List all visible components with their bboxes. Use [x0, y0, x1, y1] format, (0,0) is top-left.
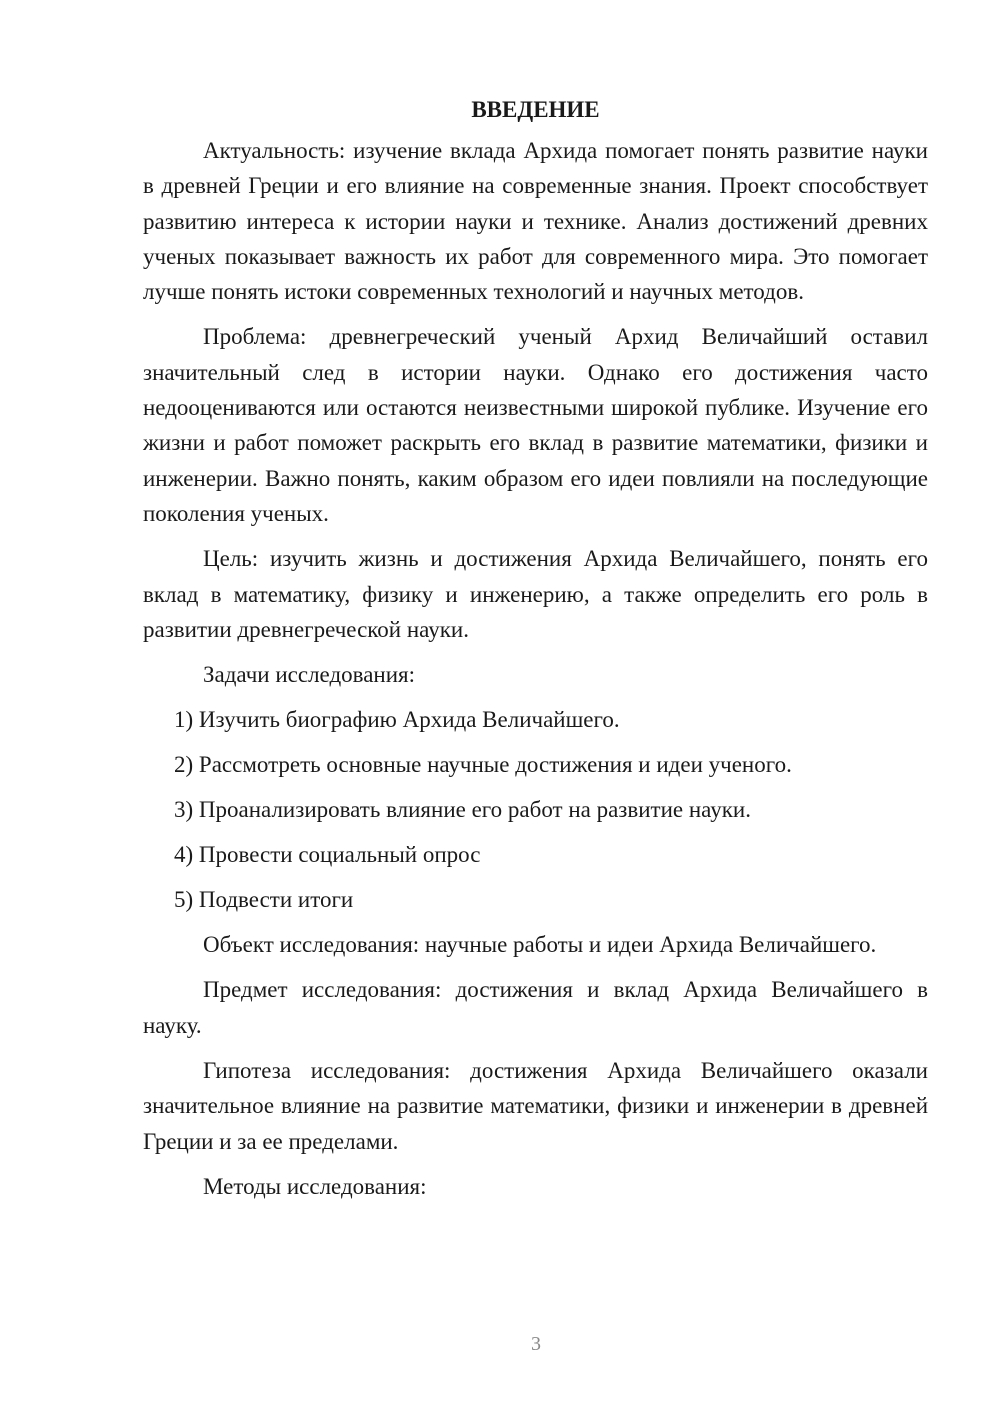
tasks-title: Задачи исследования: [203, 662, 416, 688]
page-number: 3 [531, 1333, 541, 1355]
page-content [143, 92, 928, 1214]
section-heading: ВВЕДЕНИЕ [471, 97, 600, 122]
subject-paragraph: Предмет исследования: достижения и вклад Архида Величайшего в науку. [143, 977, 928, 1038]
list-item: 3) Проанализировать влияние его работ на развитие науки. [174, 797, 751, 823]
object-paragraph: Объект исследования: научные работы и идеи Архида Величайшего. [203, 932, 877, 958]
list-item: 4) Провести социальный опрос [174, 842, 481, 868]
list-item: 2) Рассмотреть основные научные достижения и идеи ученого. [174, 752, 792, 778]
goal-paragraph: Цель: изучить жизнь и достижения Архида Величайшего, понять его вклад в математику, физику и инженерию, а также определить его роль в развитии древнегреческой науки. [143, 546, 928, 642]
tasks-list [143, 702, 928, 917]
relevance-paragraph: Актуальность: изучение вклада Архида помогает понять развитие науки в древней Греции и его влияние на современные знания. Проект способствует развитию интереса к истории науки и технике. Анализ достижений древних ученых показывает важность их работ для современного мира. Это помогает лучше понять истоки современных технологий и научных методов. [143, 138, 928, 305]
problem-paragraph: Проблема: древнегреческий ученый Архид Величайший оставил значительный след в истории науки. Однако его достижения часто недооцениваются или остаются неизвестными широкой публике. Изучение его жизни и работ поможет раскрыть его вклад в развитие математики, физики и инженерии. Важно понять, каким образом его идеи повлияли на последующие поколения ученых. [143, 324, 928, 526]
list-item: 5) Подвести итоги [174, 887, 354, 913]
methods-title: Методы исследования: [203, 1173, 427, 1199]
hypothesis-paragraph: Гипотеза исследования: достижения Архида Величайшего оказали значительное влияние на развитие математики, физики и инженерии в древней Греции и за ее пределами. [143, 1058, 928, 1154]
list-item: 1) Изучить биографию Архида Величайшего. [174, 707, 620, 733]
